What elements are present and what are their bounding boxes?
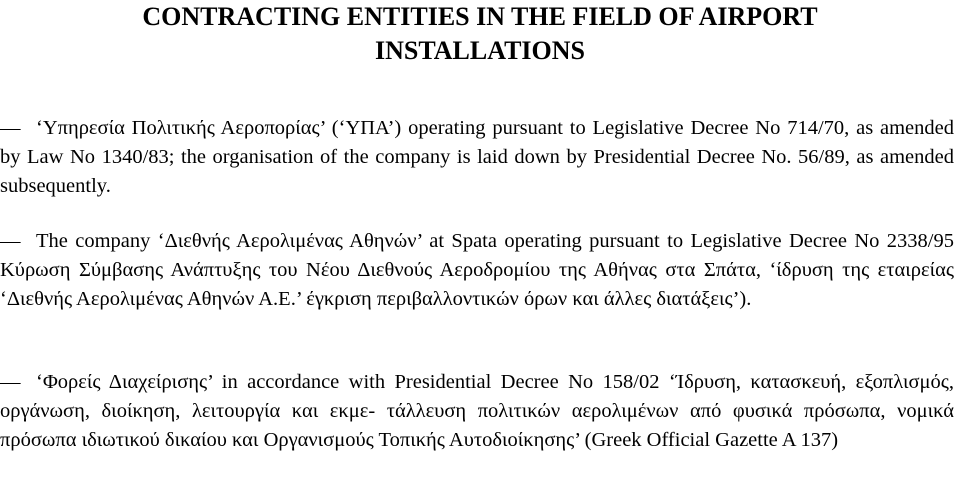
title-line-2: INSTALLATIONS bbox=[375, 36, 585, 65]
list-item bbox=[0, 114, 954, 200]
bullet-dash: — bbox=[0, 371, 21, 393]
list-item bbox=[0, 368, 954, 454]
title-line-1: CONTRACTING ENTITIES IN THE FIELD OF AIRPORT bbox=[142, 2, 818, 31]
bullet-dash: — bbox=[0, 117, 21, 139]
list-item bbox=[0, 227, 954, 313]
bullet-dash: — bbox=[0, 230, 21, 252]
list-item-text: The company ‘Διεθνής Αερολιμένας Αθηνών’ at Spata operating pursuant to Legislative Decree No 2338/95 Κύρωση Σύμβασης Ανάπτυξης του Νέου Διεθνούς Αεροδρομίου της Αθήνας στα Σπάτα, ‘ίδρυση της εταιρείας ‘Διεθνής Αερολιμένας Αθηνών Α.Ε.’ έγκριση περιβαλλοντικών όρων και άλλες διατάξεις’). bbox=[0, 230, 954, 310]
list-item-text: ‘Φορείς Διαχείρισης’ in accordance with Presidential Decree No 158/02 ‘Ίδρυση, κατασκευή, εξοπλισμός, οργάνωση, διοίκηση, λειτουργία και εκμε- τάλλευση πολιτικών αερολιμένων από φυσικά πρόσωπα, νομικά πρόσωπα ιδιωτικού δικαίου και Οργανισμούς Τοπικής Αυτοδιοίκησης’ (Greek Official Gazette A 137) bbox=[0, 371, 954, 451]
document-title bbox=[0, 0, 960, 68]
list-item-text: ‘Υπηρεσία Πολιτικής Αεροπορίας’ (‘ΥΠΑ’) operating pursuant to Legislative Decree No 714/70, as amended by Law No 1340/83; the organisation of the company is laid down by Presidential Decree No. 56/89, as amended subsequently. bbox=[0, 117, 954, 197]
